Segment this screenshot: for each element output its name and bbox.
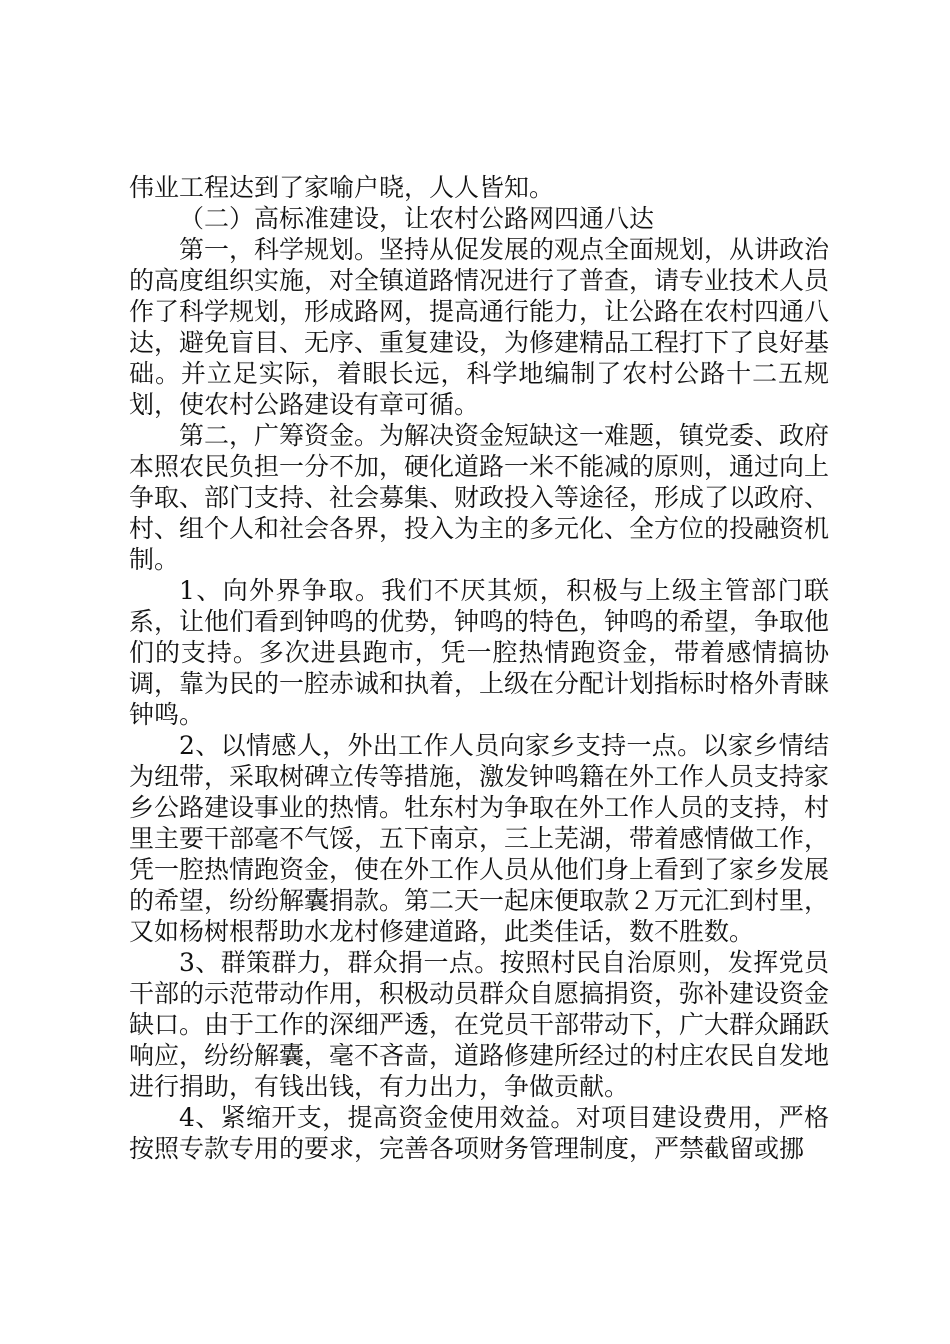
section-heading: （二）高标准建设，让农村公路网四通八达 <box>179 204 655 233</box>
list-item-external-support: 1、向外界争取。我们不厌其烦，积极与上级主管部门联系，让他们看到钟鸣的优势，钟鸣的特色，钟鸣的希望，争取他们的支持。多次进县跑市，凭一腔热情跑资金，带着感情搞协调，靠为民的一腔赤诚和执着，上级在分配计划指标时格外青睐钟鸣。 <box>129 576 830 729</box>
list-item-reduce-spending: 4、紧缩开支，提高资金使用效益。对项目建设费用，严格按照专款专用的要求，完善各项财务管理制度，严禁截留或挪 <box>129 1103 829 1163</box>
paragraph-raising-funds: 第二，广筹资金。为解决资金短缺这一难题，镇党委、政府本照农民负担一分不加，硬化道路一米不能减的原则，通过向上争取、部门支持、社会募集、财政投入等途径，形成了以政府、村、组个人和社会各界，投入为主的多元化、全方位的投融资机制。 <box>129 421 830 574</box>
paragraph-continuation: 伟业工程达到了家喻户晓，人人皆知。 <box>129 173 555 202</box>
list-item-public-donation: 3、群策群力，群众捐一点。按照村民自治原则，发挥党员干部的示范带动作用，积极动员群众自愿搞捐资，弥补建设资金缺口。由于工作的深细严透，在党员干部带动下，广大群众踊跃响应，纷纷解囊，毫不吝啬，道路修建所经过的村庄农民自发地进行捐助，有钱出钱，有力出力，争做贡献。 <box>129 948 830 1101</box>
paragraph-scientific-planning: 第一，科学规划。坚持从促发展的观点全面规划，从讲政治的高度组织实施，对全镇道路情况进行了普查，请专业技术人员作了科学规划，形成路网，提高通行能力，让公路在农村四通八达，避免盲目、无序、重复建设，为修建精品工程打下了良好基础。并立足实际，着眼长远，科学地编制了农村公路十二五规划，使农村公路建设有章可循。 <box>129 235 830 419</box>
document-body <box>129 172 829 1164</box>
list-item-emotional-appeal: 2、以情感人，外出工作人员向家乡支持一点。以家乡情结为纽带，采取树碑立传等措施，激发钟鸣籍在外工作人员支持家乡公路建设事业的热情。牡东村为争取在外工作人员的支持，村里主要干部毫不气馁，五下南京，三上芜湖，带着感情做工作，凭一腔热情跑资金，使在外工作人员从他们身上看到了家乡发展的希望，纷纷解囊捐款。第二天一起床便取款２万元汇到村里，又如杨树根帮助水龙村修建道路，此类佳话，数不胜数。 <box>129 731 830 946</box>
